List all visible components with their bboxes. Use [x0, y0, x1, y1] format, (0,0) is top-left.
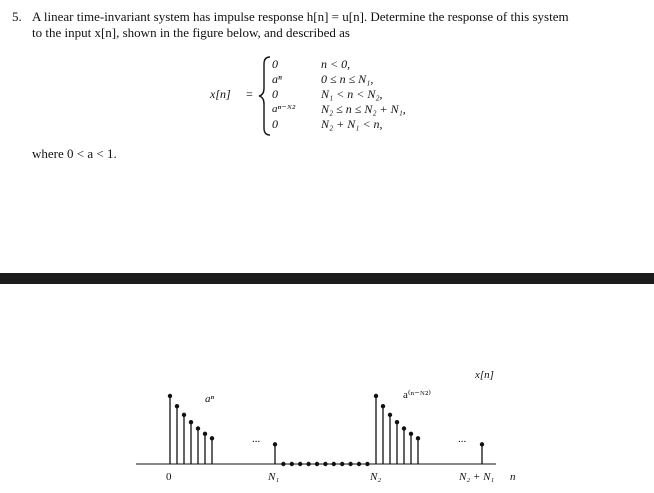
case-value: 0: [272, 87, 278, 101]
case-value: 0: [272, 117, 278, 131]
problem-line-1: [12, 9, 644, 25]
stem-marker: [374, 394, 378, 398]
where-condition: where 0 < a < 1.: [32, 146, 117, 161]
zero-sample-dot: [365, 462, 369, 466]
zero-sample-dot: [315, 462, 319, 466]
signal-label: x[n]: [475, 369, 494, 381]
stem-marker: [480, 442, 484, 446]
zero-sample-dot: [332, 462, 336, 466]
zero-sample-dot: [323, 462, 327, 466]
case-condition: 0 ≤ n ≤ N₁,: [321, 72, 374, 86]
stem-marker: [210, 436, 214, 440]
ellipsis-second: ...: [458, 433, 467, 445]
stem-marker: [168, 394, 172, 398]
stem-marker: [273, 442, 277, 446]
an-shift-label: a⁽ⁿ⁻ᴺ²⁾: [403, 389, 431, 401]
tick-label-zero: 0: [166, 471, 172, 483]
piecewise-lhs: x[n]: [210, 87, 231, 101]
zero-sample-dot: [340, 462, 344, 466]
stem-marker: [182, 413, 186, 417]
problem-statement: [12, 9, 644, 41]
stem-marker: [402, 426, 406, 430]
case-condition: n < 0,: [321, 57, 351, 71]
case-condition: N₁ < n < N₂,: [321, 87, 383, 101]
case-value: aⁿ: [272, 72, 282, 86]
an-label: aⁿ: [205, 393, 214, 405]
stem-plot-figure: [0, 284, 654, 493]
case-value: aⁿ⁻ᴺ²: [272, 103, 296, 115]
tick-label-n2: N₂: [370, 471, 382, 483]
stem-marker: [175, 404, 179, 408]
case-condition: N₂ + N₁ < n,: [321, 117, 383, 131]
zero-sample-dot: [298, 462, 302, 466]
case-condition: N₂ ≤ n ≤ N₂ + N₁,: [321, 102, 406, 116]
tick-label-n2-plus-n1: N₂ + N₁: [459, 471, 495, 483]
stem-marker: [196, 426, 200, 430]
piecewise-equals: =: [246, 87, 253, 101]
left-brace-icon: [258, 56, 272, 136]
zero-sample-dot: [290, 462, 294, 466]
section-divider: [0, 273, 654, 284]
stem-marker: [395, 420, 399, 424]
piecewise-definition: [210, 56, 510, 136]
zero-sample-dot: [348, 462, 352, 466]
problem-number: 5.: [12, 9, 22, 24]
case-value: 0: [272, 57, 278, 71]
zero-sample-dot: [306, 462, 310, 466]
stem-group: [168, 394, 484, 464]
tick-label-n: n: [510, 471, 516, 483]
stem-marker: [189, 420, 193, 424]
zero-sample-dot: [281, 462, 285, 466]
problem-text-1: A linear time-invariant system has impulse response h[n] = u[n]. Determine the response of this system: [32, 9, 569, 24]
ellipsis-first: ...: [252, 433, 261, 445]
stem-marker: [203, 432, 207, 436]
stem-marker: [416, 436, 420, 440]
stem-marker: [409, 432, 413, 436]
stem-marker: [381, 404, 385, 408]
stem-marker: [388, 413, 392, 417]
zero-sample-dot: [357, 462, 361, 466]
tick-label-n1: N₁: [268, 471, 280, 483]
problem-line-2: to the input x[n], shown in the figure below, and described as: [32, 25, 350, 40]
